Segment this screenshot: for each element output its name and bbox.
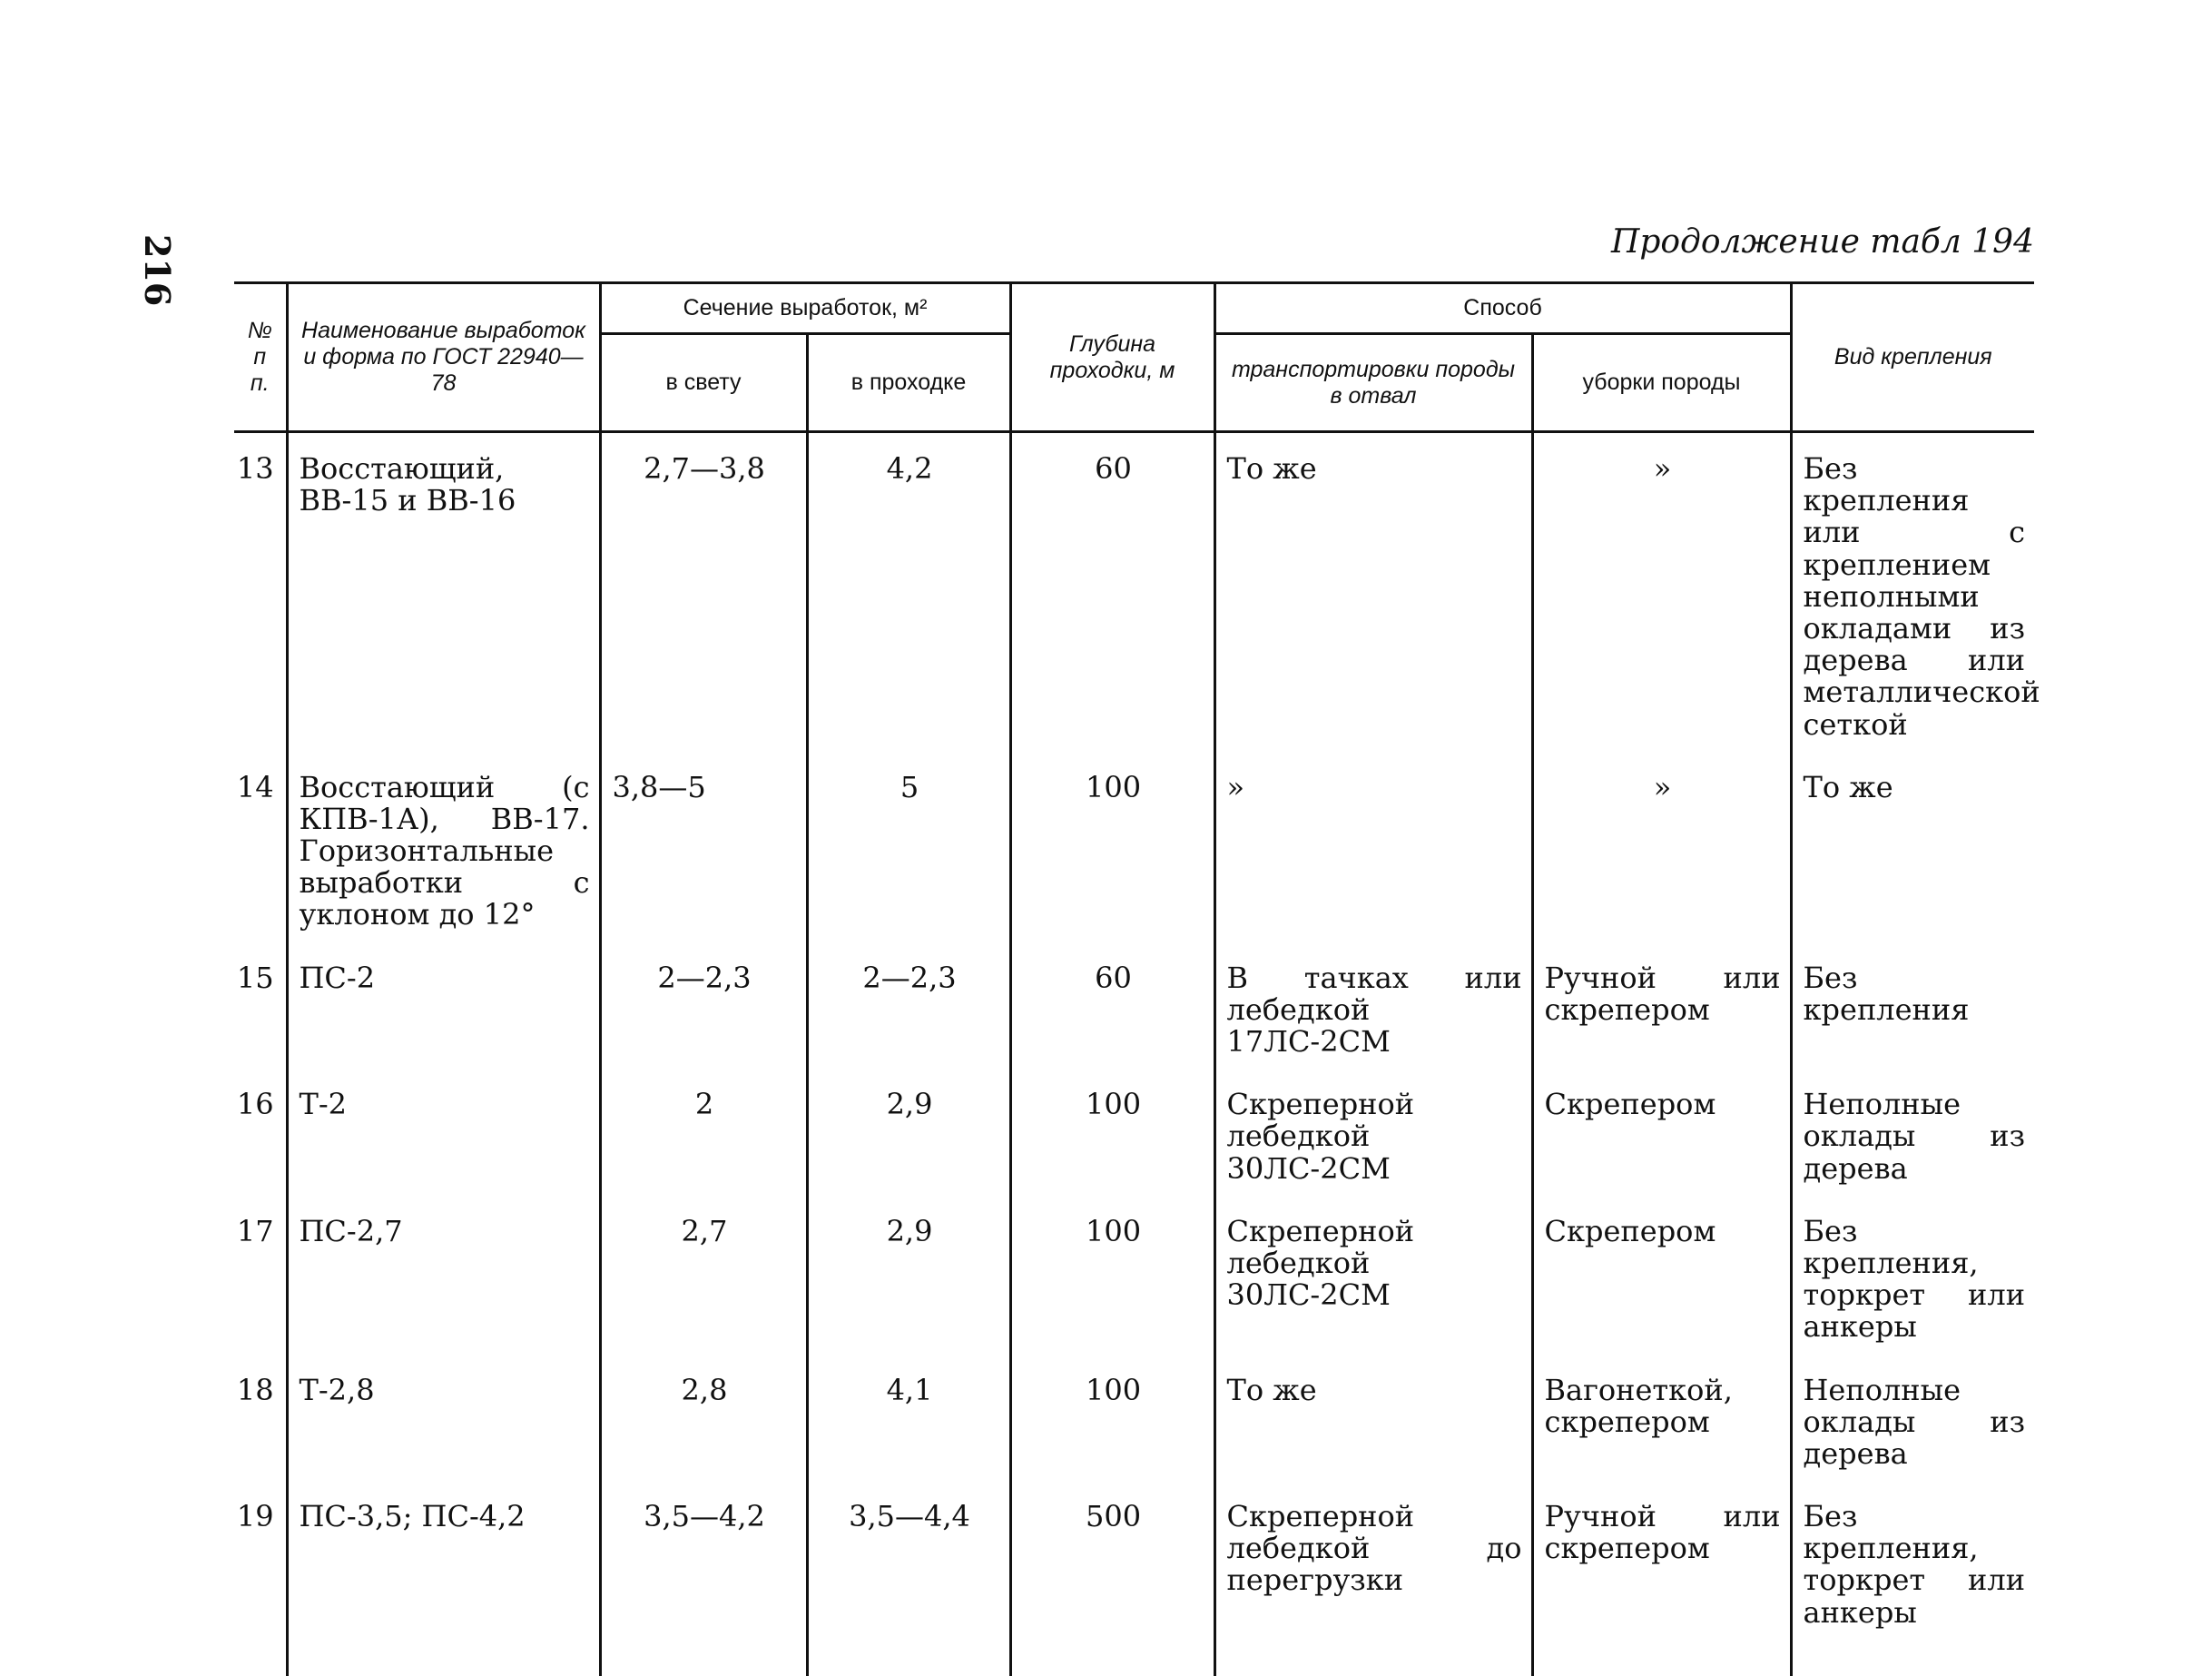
table-row [234,432,2034,752]
cleanup-method: Скрепером [1532,1069,1791,1196]
depth-value: 60 [1010,432,1214,752]
support-type: То же [1791,752,2034,942]
header-support: Вид крепления [1791,283,2034,432]
working-name: Т-2,8 [287,1355,600,1482]
depth-value: 100 [1010,1069,1214,1196]
row-number: 14 [236,769,274,804]
row-number: 18 [236,1372,274,1407]
row-number: 15 [236,960,274,995]
working-name: Восстающий, ВВ-15 и ВВ-16 [287,432,600,752]
mine-workings-table [234,281,2040,1676]
table-row [234,1069,2034,1196]
section-drift: 5 [807,752,1010,942]
depth-value: 500 [1010,1481,1214,1676]
table-continuation-caption: Продолжение табл 194 [1610,223,2034,261]
section-clear: 3,5—4,2 [600,1481,807,1676]
header-section-group: Сечение выработок, м² [600,283,1010,334]
support-type: Неполные оклады из дерева [1791,1355,2034,1482]
section-clear: 2,7—3,8 [600,432,807,752]
table-row [234,1196,2034,1355]
section-drift: 2,9 [807,1196,1010,1355]
section-clear: 2,7 [600,1196,807,1355]
header-method-transport: транспортировки породы в отвал [1214,334,1532,432]
transport-method: Скреперной лебедкой 30ЛС-2СМ [1214,1196,1532,1355]
page-number: 216 [137,234,178,307]
row-number: 16 [236,1087,274,1122]
cleanup-method: Ручной или скрепером [1532,1481,1791,1676]
support-type: Неполные оклады из дерева [1791,1069,2034,1196]
working-name: ПС-2 [287,942,600,1070]
depth-value: 100 [1010,1196,1214,1355]
working-name: Восстающий (с КПВ-1А), ВВ-17. Горизонтальные выработки с уклоном до 12° [287,752,600,942]
section-drift: 2,9 [807,1069,1010,1196]
support-type: Без крепления, торкрет или анкеры [1791,1196,2034,1355]
working-name: ПС-3,5; ПС-4,2 [287,1481,600,1676]
section-drift: 4,1 [807,1355,1010,1482]
section-clear: 2—2,3 [600,942,807,1070]
table-row [234,752,2034,942]
support-type: Без крепления, торкрет или анкеры [1791,1481,2034,1676]
depth-value: 100 [1010,752,1214,942]
section-drift: 2—2,3 [807,942,1010,1070]
section-drift: 4,2 [807,432,1010,752]
transport-method: Скреперной лебедкой 30ЛС-2СМ [1214,1069,1532,1196]
header-section-drift: в проходке [807,334,1010,432]
cleanup-method: Скрепером [1532,1196,1791,1355]
section-clear: 2 [600,1069,807,1196]
support-type: Без крепления [1791,942,2034,1070]
header-name: Наименование выработок и форма по ГОСТ 22940—78 [287,283,600,432]
working-name: Т-2 [287,1069,600,1196]
cleanup-method: Ручной или скрепером [1532,942,1791,1070]
row-number: 19 [236,1499,274,1534]
row-number: 17 [236,1213,274,1248]
transport-method: » [1214,752,1532,942]
header-depth: Глубина проходки, м [1010,283,1214,432]
table-row [234,1355,2034,1482]
transport-method: То же [1214,1355,1532,1482]
depth-value: 60 [1010,942,1214,1070]
transport-method: Скреперной лебедкой до перегрузки [1214,1481,1532,1676]
table-row [234,942,2034,1070]
cleanup-method: » [1532,432,1791,752]
header-num: № п п. [234,283,287,432]
header-section-clear: в свету [600,334,807,432]
section-clear: 2,8 [600,1355,807,1482]
transport-method: То же [1214,432,1532,752]
section-drift: 3,5—4,4 [807,1481,1010,1676]
row-number: 13 [236,451,274,486]
header-method-group: Способ [1214,283,1791,334]
table-row [234,1481,2034,1676]
cleanup-method: Вагонеткой, скрепером [1532,1355,1791,1482]
section-clear: 3,8—5 [600,752,807,942]
depth-value: 100 [1010,1355,1214,1482]
cleanup-method: » [1532,752,1791,942]
support-type: Без крепления или с креплением неполными окладами из дерева или металлической сеткой [1791,432,2034,752]
header-method-cleanup: уборки породы [1532,334,1791,432]
transport-method: В тачках или лебедкой 17ЛС-2СМ [1214,942,1532,1070]
working-name: ПС-2,7 [287,1196,600,1355]
